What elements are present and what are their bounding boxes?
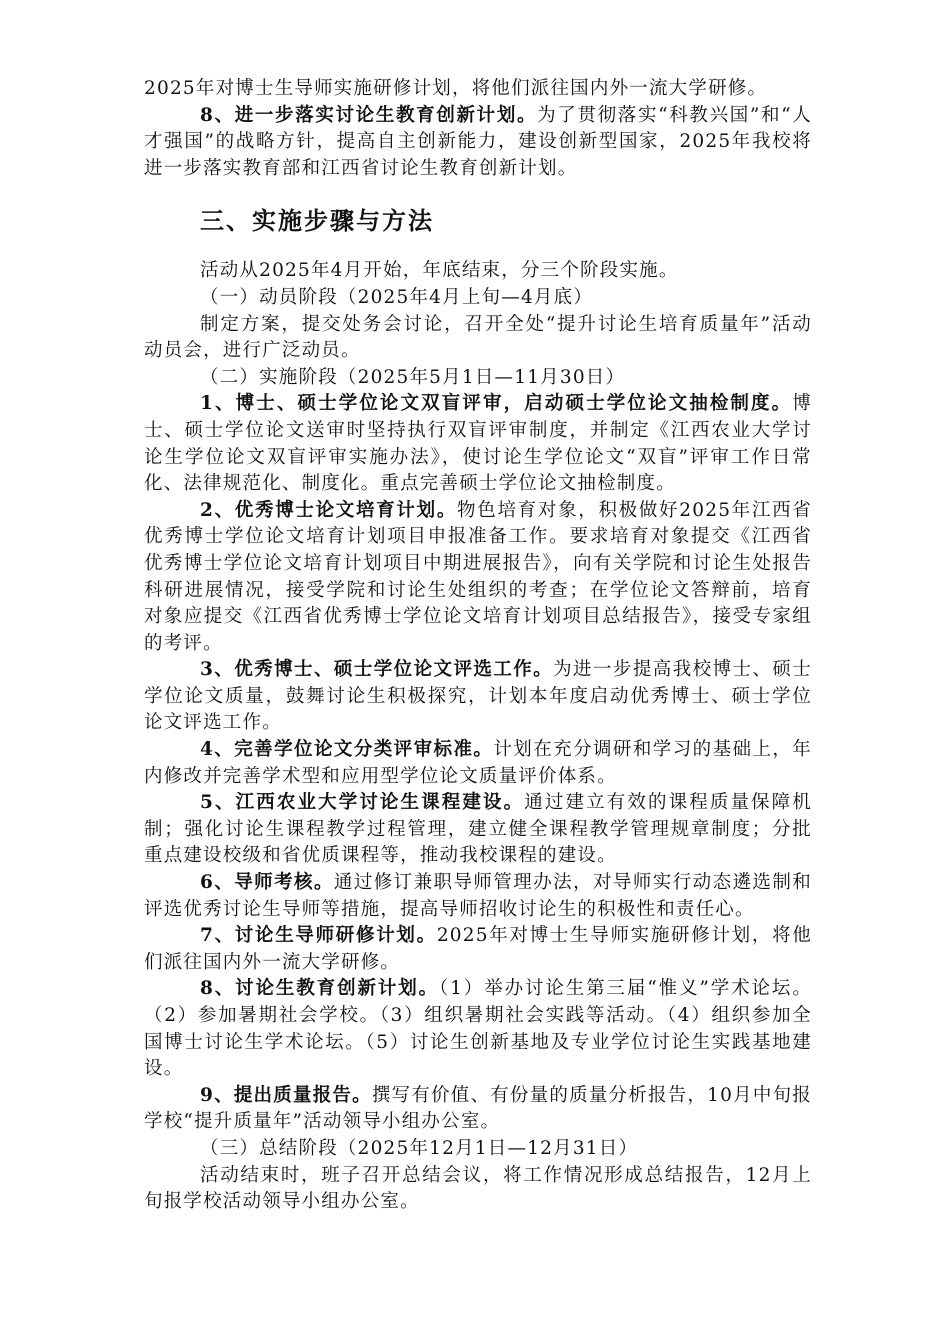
- paragraph-bold-lead: 6、导师考核。: [200, 872, 334, 894]
- paragraph-text: 为进一步提高我校博士、硕士学位论文质量，鼓舞讨论生积极探究，计划本年度启动优秀博士、硕士学位论文评选工作。: [144, 659, 812, 734]
- stage-subheading: [144, 285, 812, 312]
- paragraph-bold-lead: 8、进一步落实讨论生教育创新计划。: [200, 104, 538, 126]
- paragraph-text: 撰写有价值、有份量的质量分析报告，10月中旬报学校“提升质量年”活动领导小组办公室。: [144, 1084, 812, 1133]
- paragraph-item: [144, 737, 812, 790]
- paragraph-item: [144, 923, 812, 976]
- stage-subheading: [144, 1136, 812, 1163]
- paragraph-bold-lead: 2、优秀博士论文培育计划。: [200, 499, 458, 521]
- paragraph-text: （三）总结阶段（2025年12月1日—12月31日）: [200, 1137, 639, 1159]
- paragraph-item: [144, 498, 812, 658]
- paragraph-text: 计划在充分调研和学习的基础上，年内修改并完善学术型和应用型学位论文质量评价体系。: [144, 739, 813, 787]
- paragraph-item: [144, 103, 812, 183]
- paragraph-text: （二）实施阶段（2025年5月1日—11月30日）: [200, 366, 626, 388]
- paragraph-item: [144, 391, 812, 497]
- paragraph: [144, 258, 812, 285]
- paragraph-item: [144, 1083, 812, 1136]
- paragraph-bold-lead: 9、提出质量报告。: [200, 1084, 372, 1106]
- section-heading: 三、实施步骤与方法: [200, 207, 434, 236]
- paragraph-continued: [144, 76, 812, 103]
- paragraph: [144, 312, 812, 365]
- paragraph-text: 通过修订兼职导师管理办法，对导师实行动态遴选制和评选优秀讨论生导师等措施，提高导师招收讨论生的积极性和责任心。: [144, 872, 812, 920]
- paragraph-item: [144, 790, 812, 870]
- paragraph-text: （一）动员阶段（2025年4月上旬—4月底）: [200, 286, 594, 308]
- paragraph-text: 2025年对博士生导师实施研修计划，将他们派往国内外一流大学研修。: [144, 78, 768, 99]
- paragraph-text: 2025年对博士生导师实施研修计划，将他们派往国内外一流大学研修。: [144, 925, 812, 973]
- paragraph-text: 通过建立有效的课程质量保障机制；强化讨论生课程教学过程管理，建立健全课程教学管理规章制度；分批重点建设校级和省优质课程等，推动我校课程的建设。: [144, 792, 812, 867]
- paragraph-text: （1）举办讨论生第三届“惟义”学术论坛。（2）参加暑期社会学校。（3）组织暑期社会实践等活动。（4）组织参加全国博士讨论生学术论坛。（5）讨论生创新基地及专业学位讨论生实践基地建设。: [144, 978, 812, 1080]
- paragraph-text: 博士、硕士学位论文送审时坚持执行双盲评审制度，并制定《江西农业大学讨论生学位论文双盲评审实施办法》，使讨论生学位论文“双盲”评审工作日常化、法律规范化、制度化。重点完善硕士学位论文抽检制度。: [144, 393, 812, 495]
- paragraph-bold-lead: 4、完善学位论文分类评审标准。: [200, 739, 494, 761]
- paragraph-text: 活动结束时，班子召开总结会议，将工作情况形成总结报告，12月上旬报学校活动领导小组办公室。: [144, 1164, 812, 1213]
- paragraph-text: 制定方案，提交处务会讨论，召开全处“提升讨论生培育质量年”活动动员会，进行广泛动员。: [144, 313, 812, 362]
- paragraph-text: 物色培育对象，积极做好2025年江西省优秀博士学位论文培育计划项目申报准备工作。要求培育对象提交《江西省优秀博士学位论文培育计划项目中期进展报告》，向有关学院和讨论生处报告科研进展情况，接受学院和讨论生处组织的考查；在学位论文答辩前，培育对象应提交《江西省优秀博士学位论文培育计划项目总结报告》，接受专家组的考评。: [144, 499, 812, 654]
- paragraph-item: [144, 657, 812, 737]
- stage-subheading: [144, 365, 812, 392]
- paragraph-bold-lead: 8、讨论生教育创新计划。: [200, 978, 440, 1000]
- paragraph-bold-lead: 3、优秀博士、硕士学位论文评选工作。: [200, 659, 554, 681]
- paragraph-bold-lead: 5、江西农业大学讨论生课程建设。: [200, 792, 525, 814]
- paragraph-text: 活动从2025年4月开始，年底结束，分三个阶段实施。: [200, 260, 679, 282]
- paragraph-text: 为了贯彻落实“科教兴国”和“人才强国”的战略方针，提高自主创新能力，建设创新型国家，2025年我校将进一步落实教育部和江西省讨论生教育创新计划。: [144, 104, 812, 179]
- paragraph-bold-lead: 7、讨论生导师研修计划。: [200, 925, 437, 947]
- paragraph-item: [144, 976, 812, 1082]
- paragraph-item: [144, 870, 812, 923]
- paragraph-bold-lead: 1、博士、硕士学位论文双盲评审，启动硕士学位论文抽检制度。: [200, 393, 793, 415]
- paragraph: [144, 1163, 812, 1216]
